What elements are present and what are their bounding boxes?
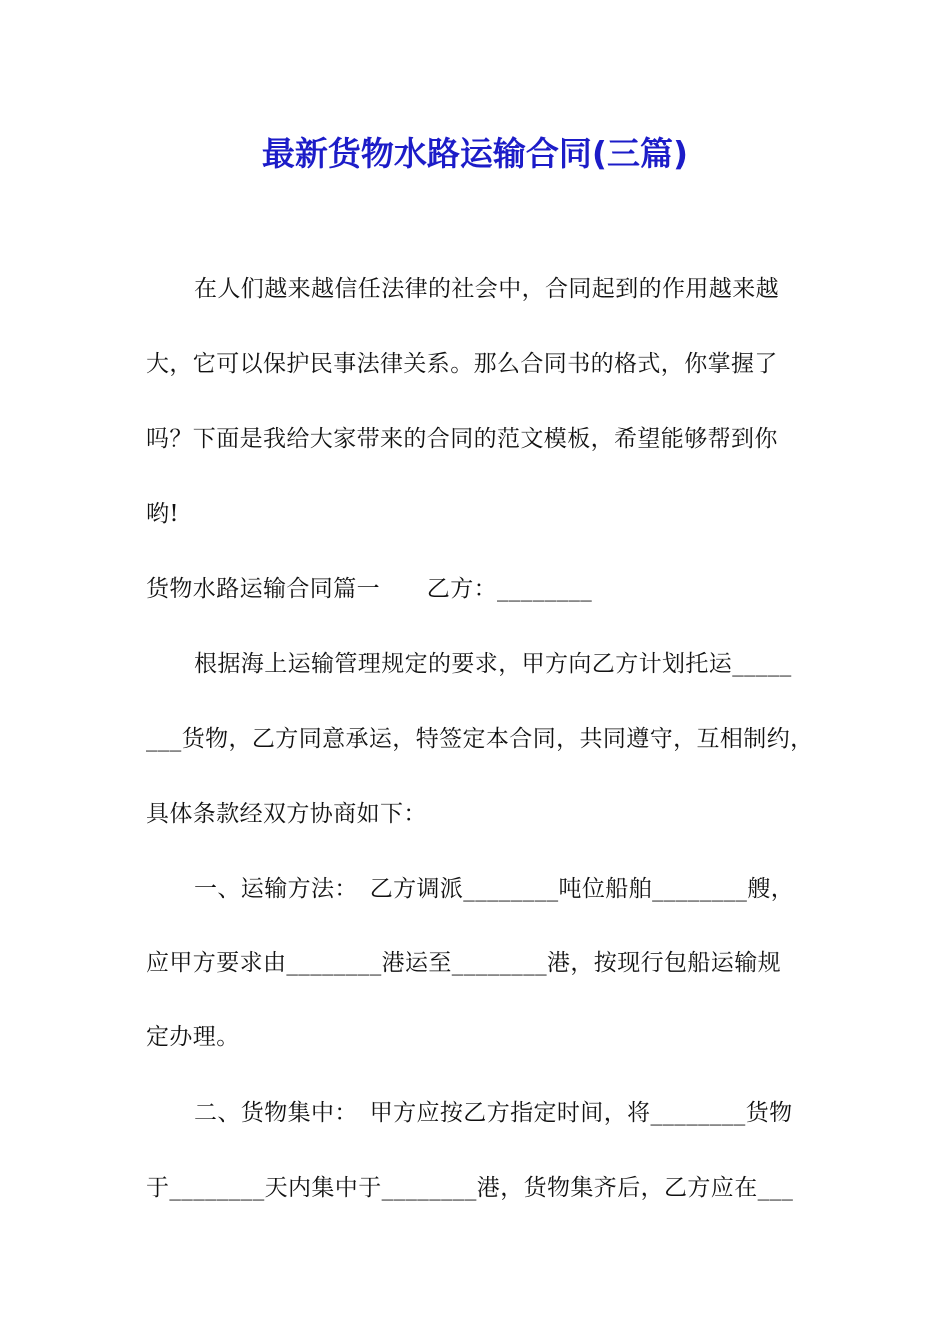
clause-line: 于________天内集中于________港，货物集齐后，乙方应在___ bbox=[146, 1175, 794, 1201]
clause-line: 应甲方要求由________港运至________港，按现行包船运输规 bbox=[146, 950, 781, 976]
clause-line: 二、货物集中： 甲方应按乙方指定时间，将________货物 bbox=[194, 1100, 793, 1126]
paragraph-line: 在人们越来越信任法律的社会中，合同起到的作用越来越 bbox=[194, 276, 779, 302]
document-title: 最新货物水路运输合同(三篇) bbox=[261, 134, 689, 173]
clause-line: 定办理。 bbox=[146, 1024, 240, 1050]
paragraph-line: 根据海上运输管理规定的要求，甲方向乙方计划托运_____ bbox=[194, 651, 792, 677]
paragraph-line: 吗？下面是我给大家带来的合同的范文模板，希望能够帮到你 bbox=[146, 426, 778, 452]
section-heading-line: 货物水路运输合同篇一 乙方：________ bbox=[146, 576, 593, 602]
paragraph-line: 具体条款经双方协商如下： bbox=[146, 801, 427, 827]
paragraph-line: 大，它可以保护民事法律关系。那么合同书的格式，你掌握了 bbox=[146, 351, 778, 377]
paragraph-line: 哟! bbox=[146, 501, 180, 527]
paragraph-line: ___货物，乙方同意承运，特签定本合同，共同遵守，互相制约， bbox=[146, 726, 814, 752]
clause-line: 一、运输方法： 乙方调派________吨位船舶________艘， bbox=[194, 876, 795, 902]
